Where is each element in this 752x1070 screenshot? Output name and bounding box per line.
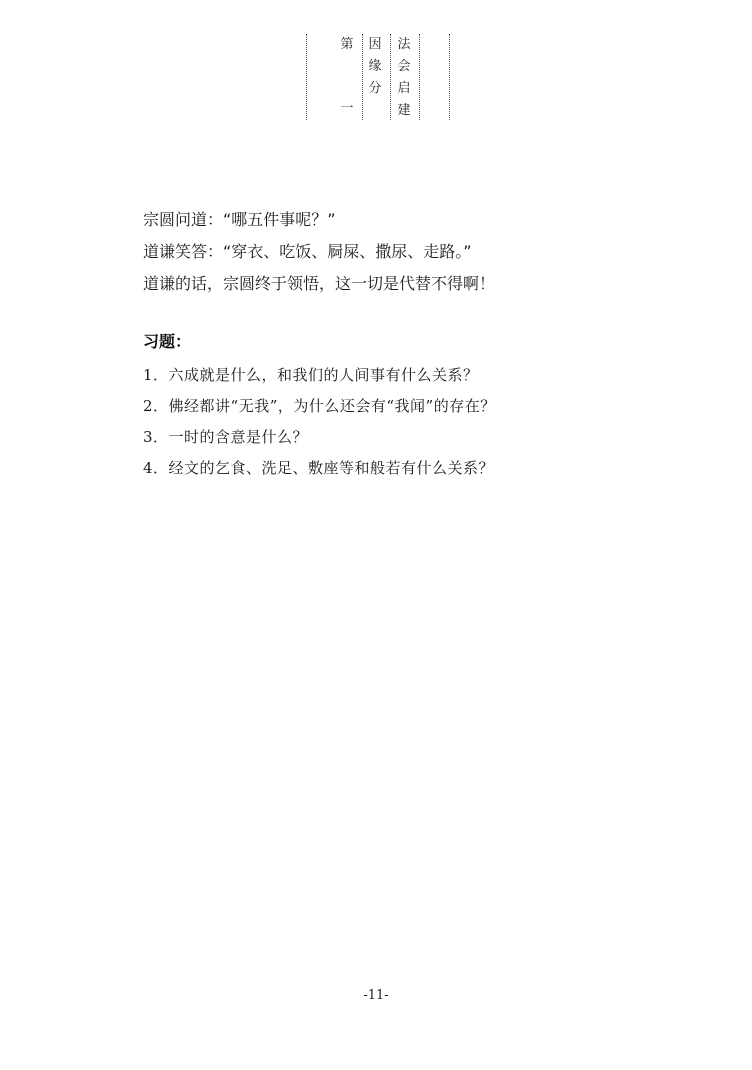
body-text [143,204,663,300]
header-chapter [338,34,356,120]
header-chapter-char: 一 [340,101,354,116]
exercise-item: 4．经文的乞食、洗足、敷座等和般若有什么关系？ [143,459,495,477]
header-section-char: 启 [397,81,411,96]
exercise-list [143,360,663,484]
body-paragraph: 道谦笑答：“穿衣、吃饭、屙屎、撒尿、走路。” [143,242,472,261]
exercise-item: 2．佛经都讲“无我”，为什么还会有“我闻”的存在？ [143,397,496,415]
body-paragraph: 道谦的话，宗圆终于领悟，这一切是代替不得啊！ [143,274,496,293]
header-title [366,34,384,100]
header-chapter-char: 第 [340,37,354,52]
header-divider [419,34,420,120]
running-header [306,34,450,120]
exercises-heading: 习题： [143,332,192,351]
header-section-char: 建 [397,103,411,118]
header-section [395,34,413,122]
header-section-char: 法 [397,37,411,52]
header-divider [390,34,391,120]
exercise-item: 3．一时的含意是什么？ [143,428,309,446]
exercise-item: 1．六成就是什么，和我们的人间事有什么关系？ [143,366,479,384]
header-title-char: 因 [368,37,382,52]
body-paragraph: 宗圆问道：“哪五件事呢？” [143,210,336,229]
header-title-char: 缘 [368,59,382,74]
header-title-char: 分 [368,81,382,96]
header-divider [362,34,363,120]
header-section-char: 会 [397,59,411,74]
header-divider [306,34,307,120]
header-divider [449,34,450,120]
page-number: -11- [363,988,389,1003]
